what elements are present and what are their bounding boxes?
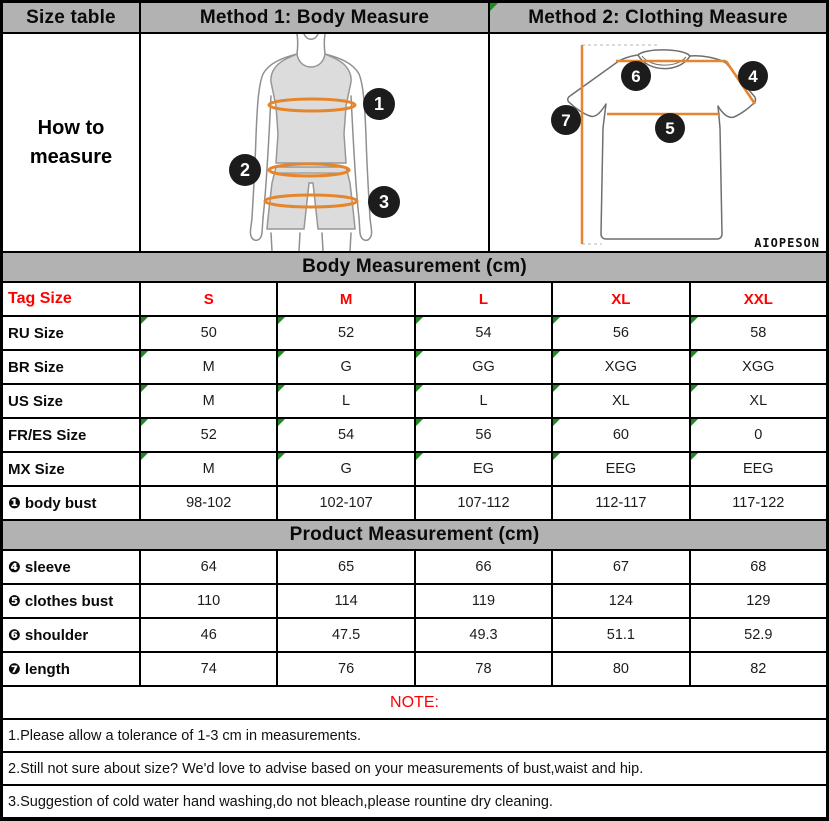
how-to-measure-label: How to measure	[3, 34, 139, 251]
size-value-cell: M	[141, 385, 276, 417]
row-label: ❺ clothes bust	[3, 585, 139, 617]
size-value-cell: 52	[141, 419, 276, 451]
row-label: ❹ sleeve	[3, 551, 139, 583]
size-value-cell: 52	[278, 317, 413, 349]
size-value-cell: 46	[141, 619, 276, 651]
size-value-cell: 76	[278, 653, 413, 685]
row-label: ❼ length	[3, 653, 139, 685]
size-table-header: Size table	[3, 3, 139, 32]
tshirt-figure-svg	[490, 34, 826, 251]
size-value-cell: 51.1	[553, 619, 688, 651]
size-value-cell: L	[278, 385, 413, 417]
size-value-cell: 129	[691, 585, 826, 617]
note-item: 3.Suggestion of cold water hand washing,do not bleach,please rountine dry cleaning.	[3, 786, 826, 817]
size-value-cell: 60	[553, 419, 688, 451]
marker-1: 1	[373, 94, 385, 114]
marker-6: 6	[631, 67, 641, 86]
size-value-cell: XL	[691, 385, 826, 417]
size-value-cell: 102-107	[278, 487, 413, 519]
method1-header: Method 1: Body Measure	[141, 3, 488, 32]
size-value-cell: 54	[416, 317, 551, 349]
method2-header: Method 2: Clothing Measure	[490, 3, 826, 32]
size-value-cell: XXL	[691, 283, 826, 315]
size-value-cell: M	[141, 453, 276, 485]
size-value-cell: 98-102	[141, 487, 276, 519]
top-header-row	[3, 3, 826, 32]
size-value-cell: XL	[553, 283, 688, 315]
size-value-cell: 65	[278, 551, 413, 583]
size-value-cell: 54	[278, 419, 413, 451]
note-item: 2.Still not sure about size? We'd love to advise based on your measurements of bust,waist and hip.	[3, 753, 826, 784]
note-item: 1.Please allow a tolerance of 1-3 cm in measurements.	[3, 720, 826, 751]
row-label: ❶ body bust	[3, 487, 139, 519]
size-value-cell: M	[141, 351, 276, 383]
size-value-cell: 82	[691, 653, 826, 685]
marker-7: 7	[561, 111, 571, 130]
marker-3: 3	[378, 192, 390, 212]
size-value-cell: 124	[553, 585, 688, 617]
size-value-cell: 47.5	[278, 619, 413, 651]
size-value-cell: 119	[416, 585, 551, 617]
body-measurement-header: Body Measurement (cm)	[3, 253, 826, 281]
size-value-cell: 112-117	[553, 487, 688, 519]
size-value-cell: EG	[416, 453, 551, 485]
size-value-cell: 114	[278, 585, 413, 617]
size-value-cell: 110	[141, 585, 276, 617]
size-value-cell: 56	[553, 317, 688, 349]
size-value-cell: 117-122	[691, 487, 826, 519]
note-header: NOTE:	[3, 687, 826, 718]
row-label: ❻ shoulder	[3, 619, 139, 651]
row-label: BR Size	[3, 351, 139, 383]
size-value-cell: S	[141, 283, 276, 315]
body-measure-illustration	[141, 34, 488, 251]
row-label: Tag Size	[3, 283, 139, 315]
size-value-cell: 52.9	[691, 619, 826, 651]
size-value-cell: 0	[691, 419, 826, 451]
size-value-cell: 64	[141, 551, 276, 583]
size-value-cell: 50	[141, 317, 276, 349]
size-value-cell: 66	[416, 551, 551, 583]
size-value-cell: G	[278, 351, 413, 383]
size-value-cell: 74	[141, 653, 276, 685]
size-value-cell: G	[278, 453, 413, 485]
size-value-cell: 107-112	[416, 487, 551, 519]
notes-list	[3, 720, 826, 818]
illustration-row	[3, 34, 826, 251]
size-value-cell: 58	[691, 317, 826, 349]
size-value-cell: EEG	[553, 453, 688, 485]
tshirt-outline	[568, 50, 756, 239]
size-value-cell: XGG	[553, 351, 688, 383]
size-value-cell: 68	[691, 551, 826, 583]
size-value-cell: XGG	[691, 351, 826, 383]
marker-5: 5	[665, 119, 675, 138]
product-measurement-table	[3, 551, 826, 685]
size-value-cell: XL	[553, 385, 688, 417]
marker-2: 2	[239, 160, 251, 180]
size-value-cell: 56	[416, 419, 551, 451]
size-value-cell: GG	[416, 351, 551, 383]
size-value-cell: 80	[553, 653, 688, 685]
row-label: RU Size	[3, 317, 139, 349]
size-value-cell: M	[278, 283, 413, 315]
size-value-cell: L	[416, 385, 551, 417]
product-measurement-header: Product Measurement (cm)	[3, 521, 826, 549]
body-figure-svg	[141, 34, 488, 251]
size-value-cell: 67	[553, 551, 688, 583]
row-label: MX Size	[3, 453, 139, 485]
row-label: FR/ES Size	[3, 419, 139, 451]
brand-text: AIOPESON	[754, 236, 820, 250]
size-value-cell: 49.3	[416, 619, 551, 651]
clothing-measure-illustration	[490, 34, 826, 251]
size-value-cell: 78	[416, 653, 551, 685]
body-measurement-table	[3, 283, 826, 519]
size-value-cell: EEG	[691, 453, 826, 485]
size-value-cell: L	[416, 283, 551, 315]
marker-4: 4	[748, 67, 758, 86]
row-label: US Size	[3, 385, 139, 417]
